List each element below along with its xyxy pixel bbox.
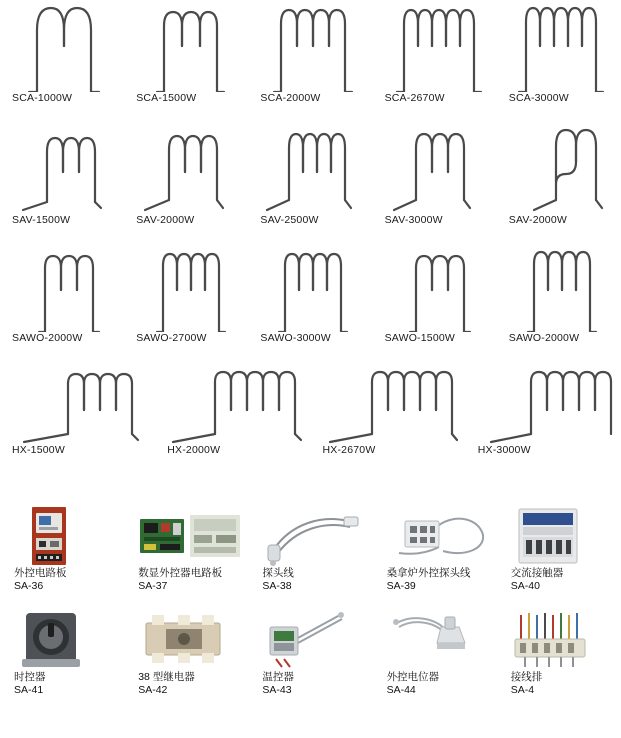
heater-art-hx-3000w xyxy=(466,362,621,444)
photo-sensor-cable xyxy=(262,505,372,567)
heater-row-hx xyxy=(0,362,621,456)
photo-terminal-block xyxy=(511,609,621,671)
heater-label: SCA-2670W xyxy=(384,92,445,104)
heater-art-sca-3000w xyxy=(497,0,621,92)
accessory-code: SA-38 xyxy=(262,580,292,592)
heater-item xyxy=(497,244,621,344)
heater-label: SCA-3000W xyxy=(508,92,569,104)
photo-control-pcb-red xyxy=(14,505,124,567)
heater-item xyxy=(248,0,372,104)
heater-art-sav-3000w xyxy=(373,122,497,214)
heater-label: SAWO-1500W xyxy=(384,332,456,344)
accessory-row-2 xyxy=(0,609,621,697)
heater-item xyxy=(466,362,621,456)
accessory-name: 交流接触器 xyxy=(510,567,564,579)
accessory-code: SA-36 xyxy=(14,580,44,592)
accessory-name: 桑拿炉外控探头线 xyxy=(386,567,471,579)
photo-ac-contactor xyxy=(511,505,621,567)
heater-label: HX-3000W xyxy=(477,444,531,456)
heater-item xyxy=(248,244,372,344)
heater-label: HX-1500W xyxy=(12,444,65,456)
heater-art-sca-2670w xyxy=(373,0,497,92)
heater-art-hx-2000w xyxy=(155,362,310,444)
heater-art-sawo-2700w xyxy=(124,244,248,332)
heater-art-sav-1500w-a xyxy=(0,122,124,214)
heater-label: SAV-2000W xyxy=(508,214,567,226)
accessory-code: SA-44 xyxy=(386,684,416,696)
heater-label: HX-2000W xyxy=(167,444,221,456)
heater-label: SCA-2000W xyxy=(260,92,321,104)
photo-potentiometer xyxy=(387,609,497,671)
accessory-name: 外控电位器 xyxy=(386,671,440,683)
heater-item xyxy=(124,122,248,226)
accessory-name: 探头线 xyxy=(262,567,294,579)
heater-item xyxy=(373,122,497,226)
heater-item xyxy=(248,122,372,226)
accessory-item xyxy=(373,609,497,697)
accessory-item xyxy=(0,505,124,593)
heater-label: SAWO-2700W xyxy=(136,332,207,344)
accessory-item xyxy=(497,609,621,697)
heater-label: HX-2670W xyxy=(322,444,376,456)
heater-art-sca-1500w xyxy=(124,0,248,92)
heater-art-sawo-2000w-b xyxy=(497,244,621,332)
accessory-name: 38 型继电器 xyxy=(138,671,195,683)
photo-timer-knob xyxy=(14,609,124,671)
accessory-name: 接线排 xyxy=(510,671,543,683)
accessory-item xyxy=(0,609,124,697)
accessory-name: 外控电路板 xyxy=(14,567,67,579)
accessory-name: 数显外控器电路板 xyxy=(138,567,223,579)
heater-art-hx-2670w xyxy=(311,362,466,444)
photo-relay-38 xyxy=(138,609,248,671)
accessory-name: 时控器 xyxy=(14,671,46,683)
heater-item xyxy=(497,0,621,104)
heater-item xyxy=(373,0,497,104)
accessory-row-1 xyxy=(0,505,621,593)
heater-item xyxy=(373,244,497,344)
heater-row-sca xyxy=(0,0,621,104)
accessory-name: 温控器 xyxy=(262,671,294,683)
heater-label: SCA-1000W xyxy=(12,92,73,104)
photo-thermostat xyxy=(262,609,372,671)
accessory-code: SA-4 xyxy=(510,684,535,696)
heater-label: SAWO-2000W xyxy=(508,332,580,344)
heater-item xyxy=(311,362,466,456)
accessory-code: SA-39 xyxy=(386,580,416,592)
heater-label: SAV-2500W xyxy=(260,214,319,226)
heater-art-sav-2500w xyxy=(248,122,372,214)
heater-label: SAWO-2000W xyxy=(12,332,83,344)
accessory-code: SA-43 xyxy=(262,684,292,696)
accessory-grid xyxy=(0,505,621,697)
heater-label: SAV-3000W xyxy=(384,214,443,226)
heater-label: SAV-1500W xyxy=(12,214,71,226)
photo-digital-pcb-green xyxy=(138,505,248,567)
accessory-code: SA-41 xyxy=(14,684,44,696)
heater-art-sav-2000w-b xyxy=(497,122,621,214)
heater-item xyxy=(0,0,124,104)
heater-art-sawo-2000w-a xyxy=(0,244,124,332)
heater-item xyxy=(155,362,310,456)
heater-art-sawo-3000w xyxy=(248,244,372,332)
accessory-item xyxy=(124,505,248,593)
heater-item xyxy=(0,244,124,344)
heater-label: SCA-1500W xyxy=(136,92,197,104)
heater-item xyxy=(124,0,248,104)
heater-art-sawo-1500w xyxy=(373,244,497,332)
heater-art-sav-2000w-a xyxy=(124,122,248,214)
accessory-item xyxy=(497,505,621,593)
heater-art-hx-1500w xyxy=(0,362,155,444)
heater-item xyxy=(0,122,124,226)
photo-sauna-sensor-probe xyxy=(387,505,497,567)
accessory-item xyxy=(248,505,372,593)
accessory-code: SA-42 xyxy=(138,684,168,696)
heater-art-sca-2000w xyxy=(248,0,372,92)
accessory-code: SA-37 xyxy=(138,580,168,592)
accessory-item xyxy=(124,609,248,697)
accessory-code: SA-40 xyxy=(510,580,540,592)
heater-row-sav xyxy=(0,122,621,226)
heater-label: SAV-2000W xyxy=(136,214,195,226)
heater-item xyxy=(124,244,248,344)
heater-item xyxy=(497,122,621,226)
heater-row-sawo xyxy=(0,244,621,344)
heater-label: SAWO-3000W xyxy=(260,332,331,344)
heater-art-sca-1000w xyxy=(0,0,124,92)
accessory-item xyxy=(248,609,372,697)
accessory-item xyxy=(373,505,497,593)
heater-item xyxy=(0,362,155,456)
